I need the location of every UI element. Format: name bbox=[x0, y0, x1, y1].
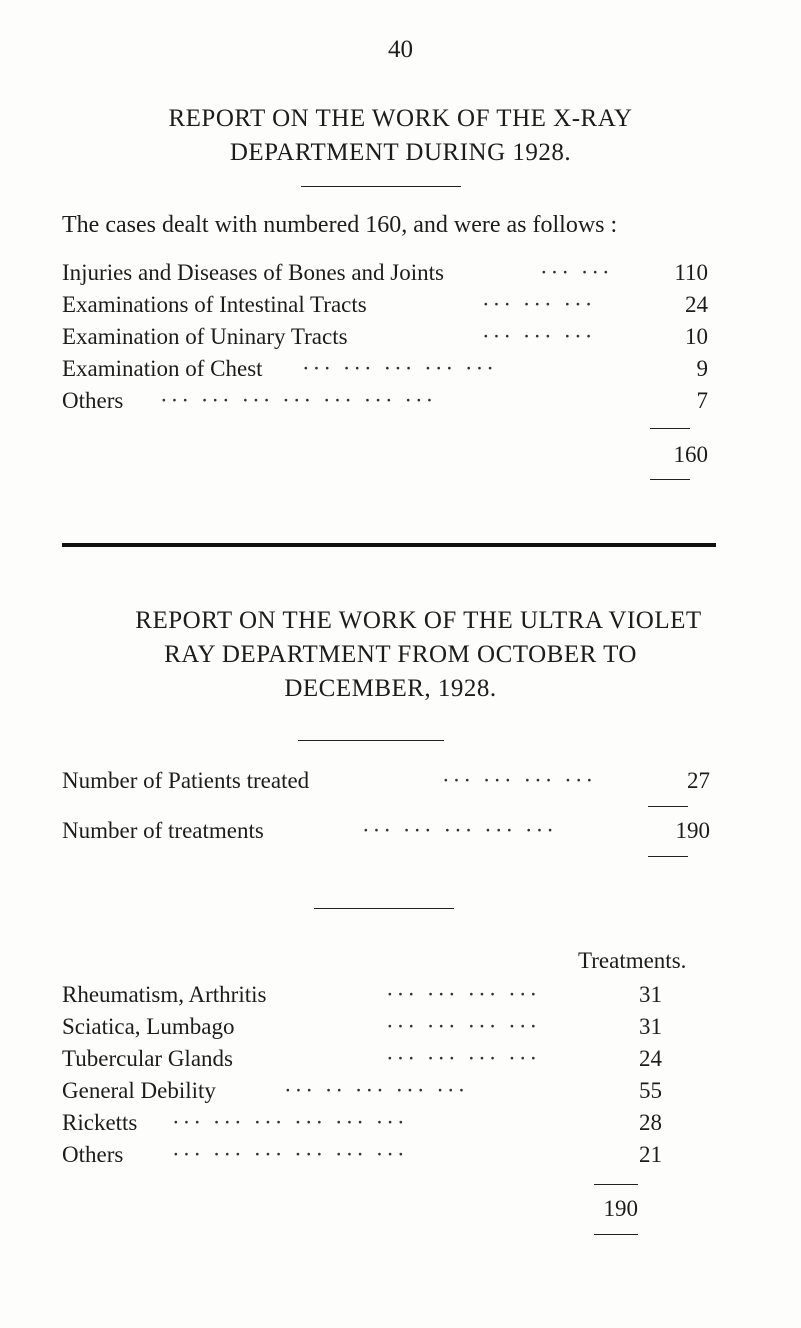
row-value: 21 bbox=[639, 1142, 662, 1167]
section-divider bbox=[62, 543, 716, 547]
leader-dots: ··· ·· ··· ··· ··· bbox=[284, 1078, 469, 1103]
table-row bbox=[62, 260, 712, 290]
xray-total: 160 bbox=[673, 442, 708, 467]
table-row bbox=[62, 1142, 712, 1172]
row-label: Tubercular Glands bbox=[62, 1046, 233, 1071]
title-divider bbox=[301, 186, 461, 187]
row-value: 110 bbox=[674, 260, 708, 285]
row-label: Others bbox=[62, 388, 124, 413]
row-value: 31 bbox=[639, 982, 662, 1007]
sum-rule bbox=[650, 428, 690, 429]
table-row bbox=[62, 1046, 712, 1076]
row-label: Examination of Uninary Tracts bbox=[62, 324, 348, 349]
treatments-header: Treatments. bbox=[578, 948, 687, 973]
leader-dots: ··· ··· ··· ··· ··· ··· bbox=[172, 1110, 408, 1135]
sum-rule bbox=[648, 856, 688, 857]
row-label: Ricketts bbox=[62, 1110, 138, 1135]
leader-dots: ··· ··· ··· bbox=[482, 292, 596, 317]
leader-dots: ··· ··· ··· ··· ··· bbox=[362, 818, 557, 843]
table-row bbox=[62, 324, 712, 354]
page-number: 40 bbox=[388, 36, 413, 63]
row-label: Others bbox=[62, 1142, 124, 1167]
table-row bbox=[62, 292, 712, 322]
leader-dots: ··· ··· ··· ··· bbox=[386, 1014, 541, 1039]
row-value: 27 bbox=[687, 768, 710, 793]
table-row bbox=[62, 982, 712, 1012]
row-label: Rheumatism, Arthritis bbox=[62, 982, 267, 1007]
treatments-total: 190 bbox=[603, 1196, 638, 1221]
row-label: Number of treatments bbox=[62, 818, 264, 843]
row-value: 10 bbox=[685, 324, 708, 349]
leader-dots: ··· ··· ··· ··· bbox=[386, 1046, 541, 1071]
table-row bbox=[62, 1014, 712, 1044]
uv-title-line3: DECEMBER, 1928. bbox=[284, 675, 497, 702]
sum-rule bbox=[594, 1234, 638, 1235]
row-value: 24 bbox=[639, 1046, 662, 1071]
leader-dots: ··· ··· ··· ··· bbox=[442, 768, 597, 793]
row-label: Examinations of Intestinal Tracts bbox=[62, 292, 367, 317]
uv-title-line2: RAY DEPARTMENT FROM OCTOBER TO bbox=[164, 641, 637, 668]
row-value: 190 bbox=[675, 818, 710, 843]
leader-dots: ··· ··· ··· bbox=[482, 324, 596, 349]
table-row bbox=[62, 818, 712, 848]
row-value: 9 bbox=[696, 356, 708, 381]
sum-rule bbox=[650, 479, 690, 480]
sum-rule bbox=[648, 806, 688, 807]
section-rule bbox=[314, 908, 454, 909]
leader-dots: ··· ··· ··· ··· ··· ··· bbox=[172, 1142, 408, 1167]
leader-dots: ··· ··· ··· ··· bbox=[386, 982, 541, 1007]
xray-title-line1: REPORT ON THE WORK OF THE X-RAY bbox=[168, 105, 633, 132]
title-divider bbox=[298, 740, 444, 741]
table-row bbox=[62, 1110, 712, 1140]
sum-rule bbox=[594, 1184, 638, 1185]
uv-title-line1: REPORT ON THE WORK OF THE ULTRA VIOLET bbox=[135, 607, 702, 634]
row-value: 24 bbox=[685, 292, 708, 317]
leader-dots: ··· ··· ··· ··· ··· ··· ··· bbox=[160, 388, 437, 413]
table-row bbox=[62, 1078, 712, 1108]
row-value: 28 bbox=[639, 1110, 662, 1135]
row-value: 55 bbox=[639, 1078, 662, 1103]
row-value: 31 bbox=[639, 1014, 662, 1039]
xray-title-line2: DEPARTMENT DURING 1928. bbox=[229, 139, 572, 166]
row-label: Sciatica, Lumbago bbox=[62, 1014, 235, 1039]
table-row bbox=[62, 388, 712, 418]
row-label: Number of Patients treated bbox=[62, 768, 310, 793]
leader-dots: ··· ··· ··· ··· ··· bbox=[302, 356, 497, 381]
row-label: Examination of Chest bbox=[62, 356, 263, 381]
row-value: 7 bbox=[696, 388, 708, 413]
leader-dots: ··· ··· bbox=[540, 260, 613, 285]
row-label: General Debility bbox=[62, 1078, 216, 1103]
xray-intro: The cases dealt with numbered 160, and were as follows : bbox=[62, 212, 618, 238]
row-label: Injuries and Diseases of Bones and Joints bbox=[62, 260, 444, 285]
table-row bbox=[62, 356, 712, 386]
table-row bbox=[62, 768, 712, 798]
